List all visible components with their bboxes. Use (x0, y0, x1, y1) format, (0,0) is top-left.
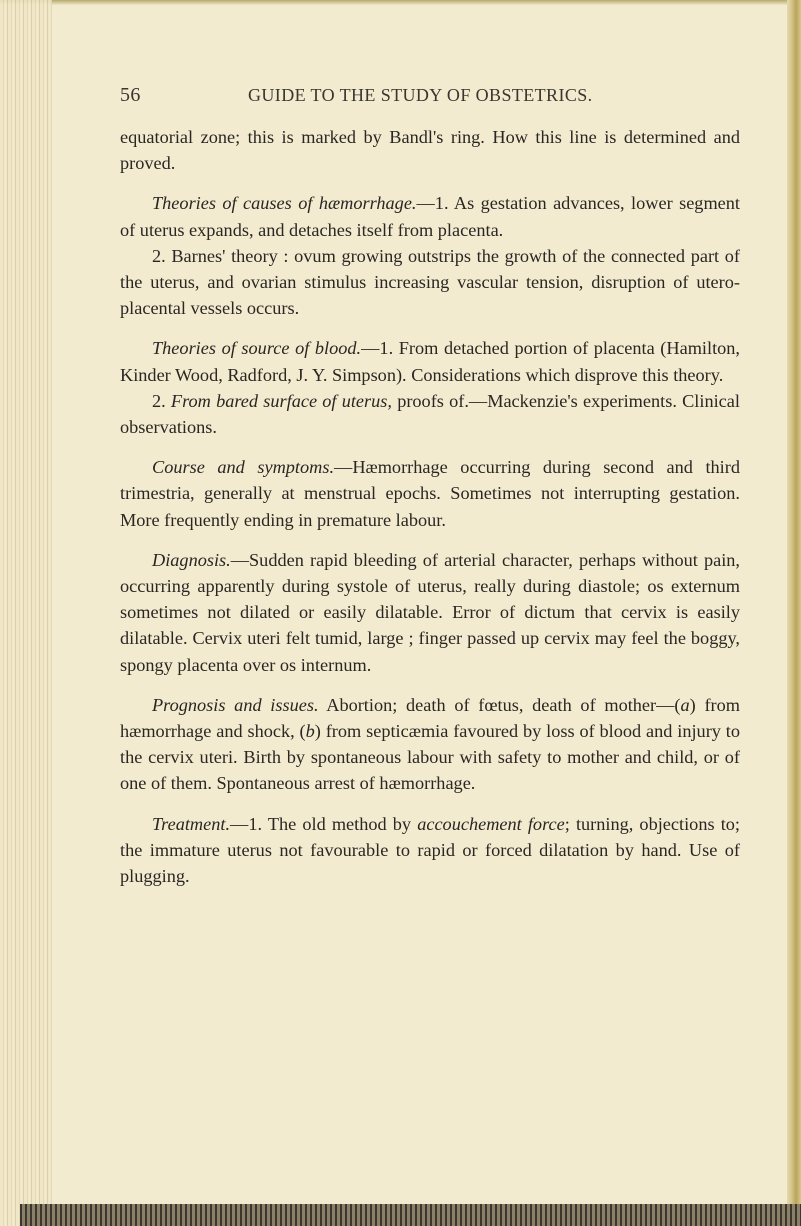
running-title: GUIDE TO THE STUDY OF OBSTETRICS. (248, 85, 593, 105)
italic-term: accouchement force (417, 813, 565, 834)
page-number: 56 (120, 84, 141, 106)
paragraph-continuation (120, 124, 740, 176)
page-right-edge (787, 0, 801, 1226)
section-title-treatment: Treatment. (152, 813, 231, 834)
section-title-source: Theories of source of blood. (152, 338, 362, 359)
paragraph-text: ) from hæmorrhage and shock, ( (120, 694, 740, 742)
list-number: 2. (152, 390, 171, 411)
section-title-diagnosis: Diagnosis. (152, 549, 231, 570)
section-title-course: Course and symptoms. (152, 457, 335, 478)
body-text (120, 124, 740, 889)
paragraph-course-symptoms (120, 454, 740, 533)
page-header (120, 84, 740, 114)
paragraph-text: Abortion; death of fœtus, death of mother—( (318, 694, 681, 715)
paragraph-text: ) from septicæmia favoured by loss of blood and injury to the cervix uteri. Birth by spontaneous labour with safety to mother and child, or of one of them. Spontaneous arrest of hæmorrhage. (120, 721, 740, 794)
paragraph-theories-source (120, 335, 740, 387)
book-page (120, 84, 740, 889)
paragraph-text: 2. Barnes' theory : ovum growing outstrips the growth of the connected part of the uterus, and ovarian stimulus increasing vascular tension, disruption of utero-placental vessels occurs. (120, 245, 740, 319)
paragraph-treatment (120, 811, 740, 890)
paragraph-text: —Hæmorrhage occurring during second and third trimestria, generally at menstrual epochs. Sometimes not interrupting gestation. More frequently ending in premature labour. (120, 457, 740, 530)
section-title-bared-surface: From bared surface of uterus, (170, 390, 392, 411)
page-top-edge (0, 0, 801, 5)
paragraph-theories-causes (120, 190, 740, 242)
paragraph-diagnosis (120, 547, 740, 678)
paragraph-bared-surface (120, 388, 740, 440)
paragraph-text: ; turning, objections to; the immature uterus not favourable to rapid or forced dilatation by hand. Use of plugging. (120, 813, 740, 887)
paragraph-text: —1. The old method by (230, 813, 418, 834)
paragraph-prognosis (120, 692, 740, 797)
page-bottom-edge (20, 1204, 801, 1226)
book-spine-gutter (0, 0, 52, 1226)
list-letter-b: b (305, 721, 315, 742)
paragraph-text: —1. As gestation advances, lower segment of uterus expands, and detaches itself from placenta. (120, 193, 741, 240)
section-title-prognosis: Prognosis and issues. (152, 694, 319, 715)
paragraph-text: equatorial zone; this is marked by Bandl's ring. How this line is determined and proved. (120, 127, 740, 174)
list-letter-a: a (680, 694, 690, 715)
paragraph-barnes-theory (120, 243, 740, 322)
paragraph-text: proofs of.—Mackenzie's experiments. Clinical observations. (120, 390, 740, 438)
section-title-causes: Theories of causes of hæmorrhage. (152, 193, 417, 214)
paragraph-text: —1. From detached portion of placenta (Hamilton, Kinder Wood, Radford, J. Y. Simpson). Considerations which disprove this theory. (120, 338, 740, 385)
paragraph-text: —Sudden rapid bleeding of arterial character, perhaps without pain, occurring apparently during systole of uterus, really during diastole; os externum sometimes not dilated or easily dilatable. Error of dictum that cervix is easily dilatable. Cervix uteri felt tumid, large ; finger passed up cervix may feel the boggy, spongy placenta over os internum. (120, 549, 740, 675)
